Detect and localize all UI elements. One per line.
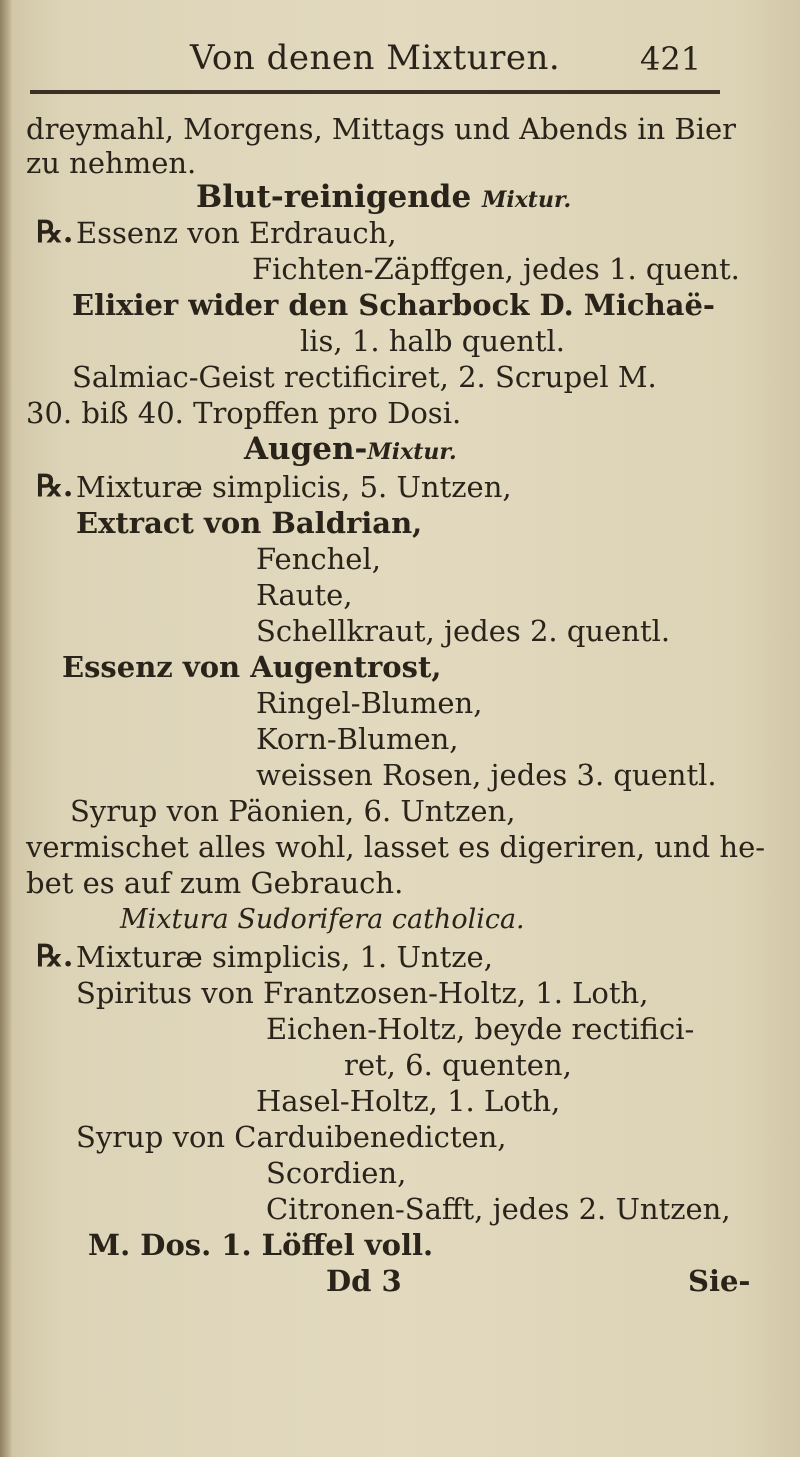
- text-line: ret, 6. quenten,: [344, 1048, 572, 1082]
- text-line: Citronen-Safft, jedes 2. Untzen,: [266, 1192, 731, 1226]
- heading-main: Blut-reinigende: [196, 179, 472, 215]
- text-line: Essenz von Augentrost,: [62, 650, 442, 684]
- running-head: Von denen Mixturen.: [190, 38, 561, 78]
- header-rule: [30, 90, 720, 94]
- text-line: Korn-Blumen,: [256, 722, 459, 756]
- section-heading-blood-purifying: [196, 180, 571, 217]
- text-line: Syrup von Carduibenedicten,: [76, 1120, 507, 1154]
- text-line: lis, 1. halb quentl.: [300, 324, 566, 358]
- text-line: M. Dos. 1. Löffel voll.: [88, 1228, 434, 1262]
- section-heading-eye: [244, 432, 457, 469]
- text-line: Essenz von Erdrauch,: [76, 216, 397, 250]
- signature-mark: Dd 3: [326, 1264, 402, 1298]
- recipe-symbol: ℞.: [36, 215, 74, 250]
- page-gutter-shadow: [0, 0, 12, 1457]
- text-line: Mixturæ simplicis, 1. Untze,: [76, 940, 493, 974]
- text-line: Hasel-Holtz, 1. Loth,: [256, 1084, 561, 1118]
- recipe-symbol: ℞.: [36, 939, 74, 974]
- text-line: Syrup von Päonien, 6. Untzen,: [70, 794, 516, 828]
- text-line: Schellkraut, jedes 2. quentl.: [256, 614, 671, 648]
- text-line: dreymahl, Morgens, Mittags und Abends in Bier: [26, 112, 737, 146]
- heading-italic: Mixtur.: [367, 439, 457, 465]
- text-line: Raute,: [256, 578, 353, 612]
- text-line: weissen Rosen, jedes 3. quentl.: [256, 758, 717, 792]
- text-line: bet es auf zum Gebrauch.: [26, 866, 404, 900]
- text-line: Fichten-Zäpffgen, jedes 1. quent.: [252, 252, 740, 286]
- text-line: 30. biß 40. Tropffen pro Dosi.: [26, 396, 462, 430]
- recipe-symbol: ℞.: [36, 469, 74, 504]
- heading-main: Augen-: [244, 431, 368, 467]
- text-line: Scordien,: [266, 1156, 407, 1190]
- text-line: zu nehmen.: [26, 146, 197, 180]
- text-line: Elixier wider den Scharbock D. Michaë-: [72, 288, 715, 322]
- text-line: Extract von Baldrian,: [76, 506, 423, 540]
- text-line: vermischet alles wohl, lasset es digeriren, und he-: [26, 830, 766, 864]
- text-line: Fenchel,: [256, 542, 381, 576]
- section-heading-sudorific: Mixtura Sudorifera catholica.: [120, 904, 525, 935]
- text-line: Mixturæ simplicis, 5. Untzen,: [76, 470, 512, 504]
- page-header: [0, 38, 800, 88]
- text-line: Ringel-Blumen,: [256, 686, 483, 720]
- text-line: Eichen-Holtz, beyde rectifici-: [266, 1012, 695, 1046]
- catchword: Sie-: [688, 1264, 751, 1298]
- text-line: Spiritus von Frantzosen-Holtz, 1. Loth,: [76, 976, 649, 1010]
- heading-italic: Mixtur.: [481, 187, 572, 213]
- page-number: 421: [640, 40, 702, 78]
- text-line: Salmiac-Geist rectificiret, 2. Scrupel M.: [72, 360, 657, 394]
